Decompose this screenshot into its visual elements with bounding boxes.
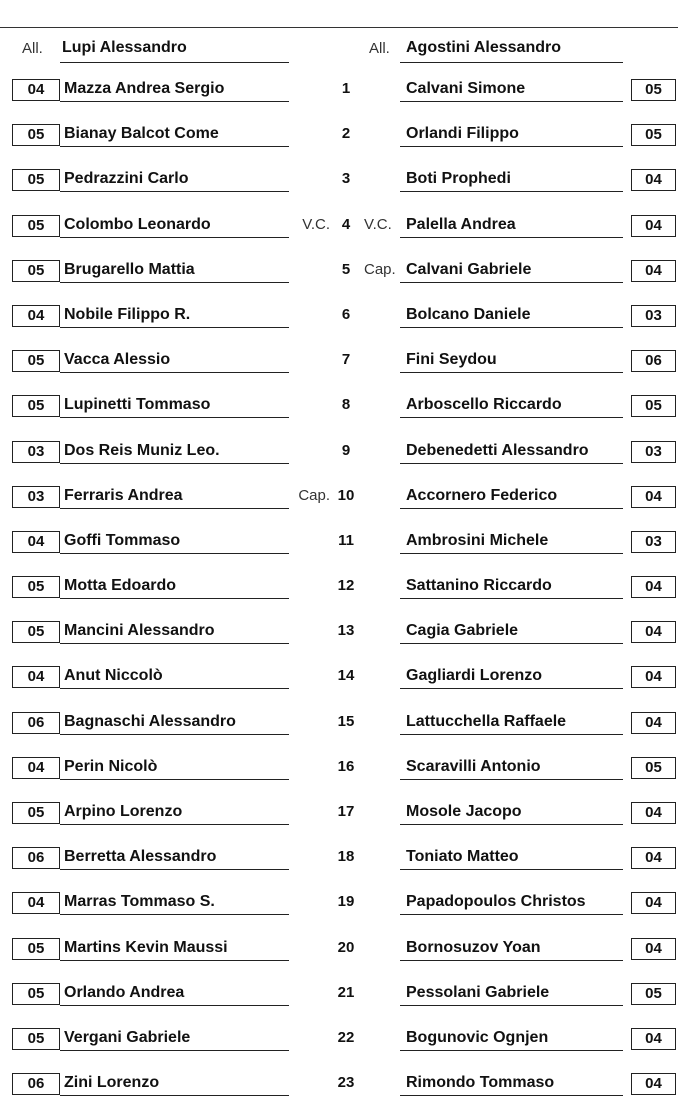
home-player-code: 03	[12, 441, 60, 463]
away-name-underline	[400, 1005, 623, 1006]
shirt-number: 4	[341, 215, 351, 233]
home-player-name: Vergani Gabriele	[64, 1028, 191, 1046]
away-player-name: Lattucchella Raffaele	[406, 712, 567, 730]
home-player-code: 05	[12, 983, 60, 1005]
lineup-row	[0, 981, 678, 1026]
shirt-number: 16	[337, 757, 355, 775]
away-player-code: 04	[631, 169, 676, 191]
away-player-name: Cagia Gabriele	[406, 622, 519, 640]
away-player-name: Toniato Matteo	[406, 848, 519, 866]
away-player-code: 05	[631, 983, 676, 1005]
away-player-code: 05	[631, 395, 676, 417]
away-player-name: Bogunovic Ognjen	[406, 1028, 549, 1046]
lineup-row	[0, 664, 678, 709]
shirt-number: 22	[337, 1028, 355, 1046]
home-player-code: 05	[12, 576, 60, 598]
home-player-code: 04	[12, 666, 60, 688]
lineup-row	[0, 1026, 678, 1071]
away-name-underline	[400, 1050, 623, 1051]
home-name-underline	[60, 372, 289, 373]
shirt-number: 17	[337, 803, 355, 820]
home-name-underline	[60, 191, 289, 192]
lineup-row	[0, 393, 678, 438]
home-player-code: 04	[12, 531, 60, 553]
away-player-code: 04	[631, 892, 676, 914]
away-player-name: Calvani Gabriele	[406, 260, 532, 278]
away-player-role: V.C.	[364, 215, 392, 233]
home-name-underline	[60, 417, 289, 418]
home-player-name: Perin Nicolò	[64, 757, 158, 775]
home-player-name: Bianay Balcot Come	[64, 125, 219, 143]
home-player-name: Colombo Leonardo	[64, 215, 211, 233]
lineup-row	[0, 845, 678, 890]
lineup-row	[0, 213, 678, 258]
away-player-name: Gagliardi Lorenzo	[406, 667, 543, 685]
home-coach-name: Lupi Alessandro	[62, 39, 187, 56]
home-player-name: Mazza Andrea Sergio	[64, 80, 225, 97]
home-name-underline	[60, 643, 289, 644]
shirt-number: 11	[338, 531, 354, 549]
lineup-row	[0, 484, 678, 529]
home-coach-underline	[60, 62, 289, 63]
away-name-underline	[400, 914, 623, 915]
home-coach-header	[0, 37, 300, 63]
away-player-code: 04	[631, 576, 676, 598]
shirt-number: 3	[341, 170, 351, 188]
lineup-row	[0, 890, 678, 935]
away-player-code: 04	[631, 802, 676, 824]
home-name-underline	[60, 869, 289, 870]
away-player-name: Accornero Federico	[406, 486, 558, 504]
lineup-row	[0, 936, 678, 981]
away-name-underline	[400, 960, 623, 961]
home-player-name: Arpino Lorenzo	[64, 803, 183, 820]
away-name-underline	[400, 553, 623, 554]
away-name-underline	[400, 372, 623, 373]
home-player-code: 04	[12, 305, 60, 327]
home-player-name: Goffi Tommaso	[64, 531, 181, 549]
lineup-row	[0, 800, 678, 845]
away-player-code: 04	[631, 621, 676, 643]
home-player-code: 04	[12, 79, 60, 101]
lineup-row	[0, 710, 678, 755]
away-name-underline	[400, 237, 623, 238]
away-name-underline	[400, 1095, 623, 1096]
lineup-table	[0, 77, 678, 1116]
home-player-code: 05	[12, 621, 60, 643]
away-player-code: 04	[631, 486, 676, 508]
shirt-number: 2	[341, 125, 351, 143]
home-player-name: Berretta Alessandro	[64, 848, 217, 866]
away-player-code: 03	[631, 305, 676, 327]
shirt-number: 20	[337, 938, 355, 956]
shirt-number: 10	[337, 486, 355, 504]
home-player-name: Anut Niccolò	[64, 667, 163, 685]
home-player-name: Lupinetti Tommaso	[64, 396, 211, 414]
home-player-code: 06	[12, 1073, 60, 1095]
shirt-number: 18	[337, 848, 355, 866]
home-player-code: 05	[12, 169, 60, 191]
home-player-code: 05	[12, 802, 60, 824]
home-name-underline	[60, 282, 289, 283]
home-player-name: Dos Reis Muniz Leo.	[64, 441, 220, 459]
shirt-number: 13	[337, 622, 355, 640]
away-name-underline	[400, 417, 623, 418]
lineup-row	[0, 619, 678, 664]
home-player-code: 05	[12, 395, 60, 417]
lineup-row	[0, 167, 678, 212]
away-name-underline	[400, 734, 623, 735]
lineup-row	[0, 1071, 678, 1116]
shirt-number: 6	[341, 305, 351, 323]
away-name-underline	[400, 101, 623, 102]
away-name-underline	[400, 598, 623, 599]
top-rule	[0, 27, 678, 28]
shirt-number: 9	[341, 441, 351, 459]
away-player-name: Bornosuzov Yoan	[406, 938, 541, 956]
away-player-code: 04	[631, 712, 676, 734]
home-name-underline	[60, 960, 289, 961]
shirt-number: 7	[341, 351, 351, 369]
lineup-row	[0, 122, 678, 167]
home-name-underline	[60, 508, 289, 509]
home-name-underline	[60, 688, 289, 689]
home-name-underline	[60, 237, 289, 238]
home-player-name: Nobile Filippo R.	[64, 305, 191, 323]
home-player-code: 06	[12, 847, 60, 869]
lineup-row	[0, 439, 678, 484]
away-coach-name: Agostini Alessandro	[406, 39, 561, 56]
home-player-name: Motta Edoardo	[64, 577, 176, 595]
home-player-name: Ferraris Andrea	[64, 486, 183, 504]
away-player-code: 03	[631, 531, 676, 553]
away-player-name: Boti Prophedi	[406, 170, 511, 188]
lineup-row	[0, 303, 678, 348]
away-name-underline	[400, 191, 623, 192]
away-player-code: 04	[631, 938, 676, 960]
away-player-name: Palella Andrea	[406, 215, 516, 233]
home-name-underline	[60, 914, 289, 915]
home-player-role: Cap.	[298, 486, 330, 504]
shirt-number: 8	[341, 396, 351, 414]
away-player-name: Calvani Simone	[406, 80, 526, 97]
away-player-name: Sattanino Riccardo	[406, 577, 552, 595]
home-player-code: 04	[12, 757, 60, 779]
home-name-underline	[60, 824, 289, 825]
lineup-row	[0, 529, 678, 574]
home-player-name: Zini Lorenzo	[64, 1074, 160, 1092]
home-name-underline	[60, 463, 289, 464]
away-name-underline	[400, 643, 623, 644]
away-player-name: Papadopoulos Christos	[406, 893, 586, 911]
away-name-underline	[400, 869, 623, 870]
lineup-row	[0, 574, 678, 619]
away-player-code: 03	[631, 441, 676, 463]
away-player-name: Scaravilli Antonio	[406, 757, 541, 775]
home-player-role: V.C.	[302, 215, 330, 233]
lineup-row	[0, 348, 678, 393]
away-name-underline	[400, 463, 623, 464]
home-player-name: Marras Tommaso S.	[64, 893, 215, 911]
lineup-row	[0, 755, 678, 800]
home-name-underline	[60, 1095, 289, 1096]
home-player-code: 05	[12, 1028, 60, 1050]
away-player-name: Orlandi Filippo	[406, 125, 519, 143]
lineup-row	[0, 258, 678, 303]
away-player-code: 04	[631, 260, 676, 282]
away-player-name: Debenedetti Alessandro	[406, 441, 589, 459]
home-player-name: Martins Kevin Maussi	[64, 938, 228, 956]
away-player-name: Arboscello Riccardo	[406, 396, 562, 414]
home-player-name: Vacca Alessio	[64, 351, 171, 369]
home-name-underline	[60, 101, 289, 102]
away-player-code: 04	[631, 666, 676, 688]
shirt-number: 21	[337, 983, 355, 1001]
home-name-underline	[60, 598, 289, 599]
away-coach-header	[340, 37, 678, 63]
shirt-number: 23	[337, 1074, 355, 1092]
home-player-name: Mancini Alessandro	[64, 622, 215, 640]
home-player-code: 05	[12, 124, 60, 146]
home-player-code: 05	[12, 215, 60, 237]
away-player-name: Bolcano Daniele	[406, 305, 531, 323]
home-player-code: 05	[12, 350, 60, 372]
shirt-number: 19	[337, 893, 355, 911]
shirt-number: 15	[337, 712, 355, 730]
shirt-number: 5	[341, 260, 351, 278]
away-player-code: 05	[631, 124, 676, 146]
away-name-underline	[400, 824, 623, 825]
home-name-underline	[60, 1005, 289, 1006]
away-player-code: 05	[631, 757, 676, 779]
away-player-code: 04	[631, 847, 676, 869]
home-player-name: Orlando Andrea	[64, 983, 185, 1001]
lineup-row	[0, 77, 678, 122]
home-player-code: 03	[12, 486, 60, 508]
away-player-name: Rimondo Tommaso	[406, 1074, 555, 1092]
away-player-name: Pessolani Gabriele	[406, 983, 550, 1001]
away-name-underline	[400, 327, 623, 328]
home-name-underline	[60, 146, 289, 147]
home-player-code: 04	[12, 892, 60, 914]
home-player-code: 05	[12, 938, 60, 960]
home-player-code: 06	[12, 712, 60, 734]
away-name-underline	[400, 779, 623, 780]
home-coach-prefix: All.	[22, 40, 43, 57]
away-player-role: Cap.	[364, 260, 396, 278]
home-player-code: 05	[12, 260, 60, 282]
shirt-number: 12	[337, 577, 355, 595]
away-coach-underline	[400, 62, 623, 63]
home-name-underline	[60, 327, 289, 328]
home-player-name: Pedrazzini Carlo	[64, 170, 189, 188]
away-name-underline	[400, 688, 623, 689]
shirt-number: 14	[337, 667, 355, 685]
home-name-underline	[60, 779, 289, 780]
away-player-name: Ambrosini Michele	[406, 531, 549, 549]
home-name-underline	[60, 1050, 289, 1051]
away-name-underline	[400, 282, 623, 283]
away-player-code: 04	[631, 1028, 676, 1050]
away-player-code: 05	[631, 79, 676, 101]
away-player-code: 06	[631, 350, 676, 372]
away-player-name: Mosole Jacopo	[406, 803, 522, 820]
home-player-name: Bagnaschi Alessandro	[64, 712, 236, 730]
away-coach-prefix: All.	[369, 40, 390, 57]
away-name-underline	[400, 508, 623, 509]
home-name-underline	[60, 553, 289, 554]
home-name-underline	[60, 734, 289, 735]
away-player-name: Fini Seydou	[406, 351, 497, 369]
shirt-number: 1	[341, 80, 351, 97]
away-player-code: 04	[631, 215, 676, 237]
away-player-code: 04	[631, 1073, 676, 1095]
home-player-name: Brugarello Mattia	[64, 260, 195, 278]
away-name-underline	[400, 146, 623, 147]
